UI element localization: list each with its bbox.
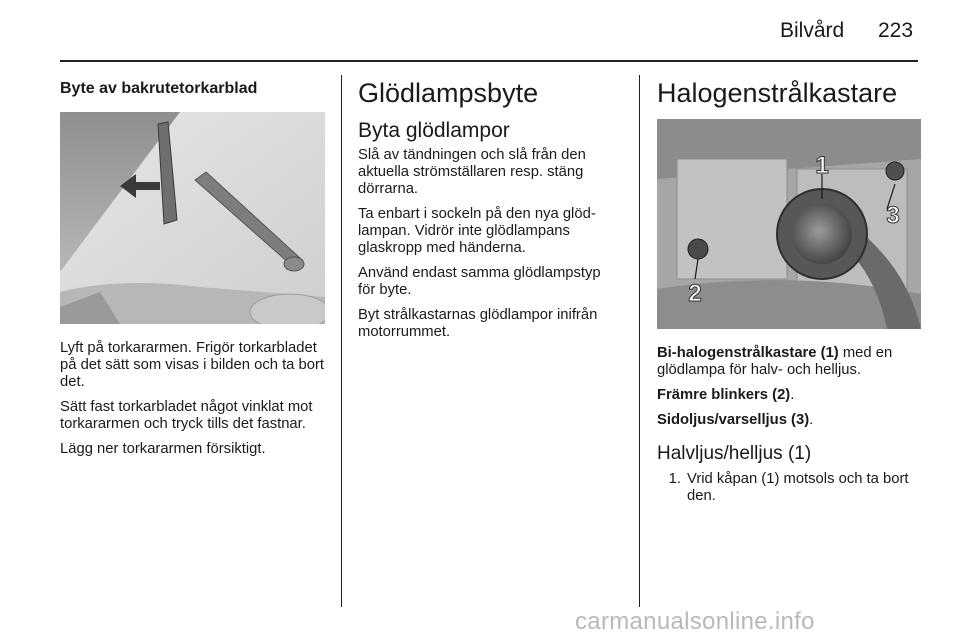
halogen-item-3-label: Sidoljus/varselljus (3): [657, 412, 810, 428]
step-number: 1.: [668, 471, 681, 487]
column-divider-right: [639, 75, 640, 607]
bulb-paragraph-3: Använd endast samma glödlampstyp för byte.: [358, 265, 601, 298]
page-number: 223: [878, 19, 914, 42]
callout-1: 1: [815, 152, 829, 179]
wiper-paragraph-1: Lyft på torkararmen. Frigör torkarbladet på det sätt som visas i bilden och ta bort det.: [60, 340, 325, 390]
callout-3: 3: [886, 202, 900, 229]
column-halogen: [657, 72, 921, 505]
halogen-subheading: Halvljus/helljus (1): [657, 443, 812, 464]
wiper-blade-illustration: [60, 112, 325, 324]
headlamp-illustration: [657, 119, 921, 329]
column-wiper: [60, 72, 325, 466]
halogen-item-1-label: Bi-halogenstrålkastare (1): [657, 345, 839, 361]
watermark: carmanualsonline.info: [575, 608, 815, 635]
bulb-paragraph-4: Byt strålkastarnas glödlampor inifrån motorrummet.: [358, 307, 598, 340]
wiper-paragraph-3: Lägg ner torkararmen försiktigt.: [60, 441, 266, 457]
halogen-steps: [657, 471, 921, 505]
step-text: Vrid kåpan (1) motsols och ta bort den.: [687, 471, 909, 504]
bulb-paragraph-2: Ta enbart i sockeln på den nya glödlampan. Vidrör inte glödlampans glaskropp med händerna.: [358, 206, 596, 256]
column-divider-left: [341, 75, 342, 607]
wiper-heading: Byte av bakrutetorkarblad: [60, 80, 258, 97]
halogen-item-2: [657, 387, 921, 404]
halogen-item-3-text: .: [809, 412, 814, 428]
callout-2: 2: [688, 280, 702, 307]
halogen-title: Halogenstrålkastare: [657, 78, 898, 108]
wiper-paragraph-2: Sätt fast torkarbladet något vinklat mot torkararmen och tryck tills det fastnar.: [60, 399, 313, 432]
section-title: Bilvård: [780, 19, 845, 42]
bulb-change-subtitle: Byta glödlampor: [358, 119, 510, 142]
bulb-paragraph-1: Slå av tändningen och slå från den aktuella strömställaren resp. stäng dörrarna.: [358, 147, 586, 197]
column-bulb-change: [358, 72, 622, 349]
halogen-item-1: [657, 345, 921, 379]
halogen-item-1-text: med en glödlampa för halv- och helljus.: [657, 345, 893, 378]
halogen-item-3: [657, 412, 921, 429]
halogen-item-2-label: Främre blinkers (2): [657, 387, 791, 403]
halogen-item-2-text: .: [790, 387, 795, 403]
list-item: [657, 471, 921, 505]
bulb-change-title: Glödlampsbyte: [358, 78, 539, 108]
header-rule: [60, 60, 918, 62]
